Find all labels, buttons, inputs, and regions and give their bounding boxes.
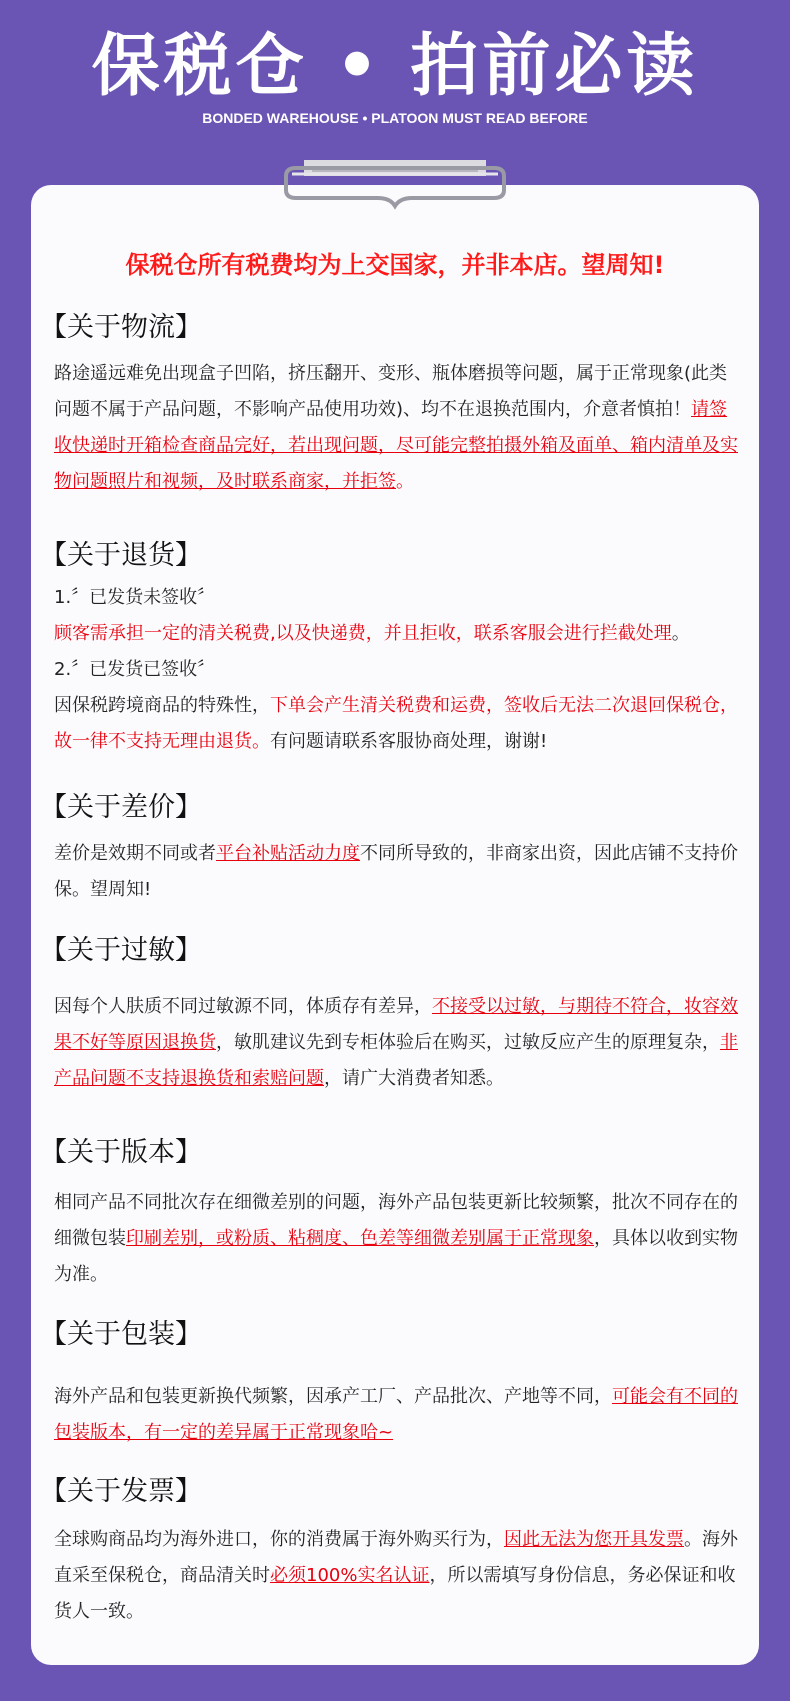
return-item-2: 2.〞已发货已签收〞	[54, 659, 216, 680]
section-heading: 【关于发票】	[40, 1476, 202, 1507]
section-returns	[40, 533, 744, 760]
text-highlight: 必须100%实名认证	[270, 1565, 430, 1586]
section-heading: 【关于版本】	[40, 1137, 202, 1168]
text-plain: 差价是效期不同或者	[54, 843, 216, 864]
text-plain: ，敏肌建议先到专柜体验后在购买，过敏反应产生的原理复杂，	[216, 1032, 720, 1053]
text-plain: 路途遥远难免出现盒子凹陷，挤压翻开、变形、瓶体磨损等问题，属于正常现象(此类问题不属于产品问题，不影响产品使用功效)、均不在退换范围内，介意者慎拍！	[54, 363, 728, 420]
section-price	[40, 785, 744, 908]
text-highlight: 非产品问题不支持退换货和索赔问题	[54, 1032, 738, 1089]
text-plain: 相同产品不同批次存在细微差别的问题，海外产品包装更新比较频繁，批次不同存在的细微包装	[54, 1192, 738, 1249]
return-item-1: 1.〞已发货未签收〞	[54, 587, 216, 608]
text-highlight: 顾客需承担一定的清关税费,以及快递费，并且拒收，联系客服会进行拦截处理	[54, 623, 672, 644]
section-heading: 【关于过敏】	[40, 935, 202, 966]
section-text	[54, 836, 744, 908]
section-allergy	[40, 928, 744, 1097]
text-plain: 全球购商品均为海外进口，你的消费属于海外购买行为，	[54, 1529, 504, 1550]
page-title: 保税仓 • 拍前必读	[91, 27, 699, 106]
text-plain: 因保税跨境商品的特殊性，	[54, 695, 270, 716]
section-invoice	[40, 1469, 744, 1630]
section-text	[54, 1522, 744, 1630]
clipboard-clip-icon	[282, 160, 508, 212]
text-plain: ，请广大消费者知悉。	[324, 1068, 504, 1089]
text-end: 。	[396, 471, 414, 492]
tax-notice: 保税仓所有税费均为上交国家，并非本店。望周知!	[125, 251, 665, 279]
section-text	[54, 989, 744, 1097]
text-plain: 因每个人肤质不同过敏源不同，体质存有差异，	[54, 996, 432, 1017]
section-heading: 【关于物流】	[40, 312, 202, 343]
section-heading: 【关于退货】	[40, 540, 202, 571]
section-text	[54, 356, 744, 500]
return-item-2-text	[54, 688, 744, 760]
text-plain: 海外产品和包装更新换代频繁，因承产工厂、产品批次、产地等不同，	[54, 1386, 612, 1407]
section-logistics	[40, 305, 744, 500]
section-heading: 【关于包装】	[40, 1319, 202, 1350]
text-plain: ，具体以收到实物为准。	[54, 1228, 738, 1285]
text-plain: 不同所导致的，非商家出资，因此店铺不支持价保。望周知!	[54, 843, 738, 900]
return-item-1-text	[54, 616, 744, 652]
text-plain: 。海外直采至保税仓，商品清关时	[54, 1529, 738, 1586]
section-heading: 【关于差价】	[40, 792, 202, 823]
text-plain: ，所以需填写身份信息，务必保证和收货人一致。	[54, 1565, 736, 1622]
text-plain: 。	[671, 623, 690, 644]
page-subtitle: BONDED WAREHOUSE • PLATOON MUST READ BEFORE	[202, 110, 588, 126]
text-highlight: 印刷差别，或粉质、粘稠度、色差等细微差别属于正常现象	[126, 1228, 594, 1249]
text-highlight: 可能会有不同的包装版本，有一定的差异属于正常现象哈~	[54, 1386, 738, 1443]
section-text	[54, 580, 744, 760]
text-highlight: 平台补贴活动力度	[216, 843, 360, 864]
section-text	[54, 1379, 744, 1451]
text-highlight: 因此无法为您开具发票	[504, 1529, 684, 1550]
section-text	[54, 1185, 744, 1293]
text-highlight: 下单会产生清关税费和运费，签收后无法二次退回保税仓，故一律不支持无理由退货。	[54, 695, 738, 752]
text-highlight: 请签收快递时开箱检查商品完好，若出现问题，尽可能完整拍摄外箱及面单、箱内清单及实物问题照片和视频，及时联系商家，并拒签	[54, 399, 738, 492]
header	[0, 0, 790, 170]
section-version	[40, 1130, 744, 1293]
text-plain: 有问题请联系客服协商处理，谢谢!	[270, 731, 548, 752]
section-packaging	[40, 1312, 744, 1451]
text-highlight: 不接受以过敏，与期待不符合，妆容效果不好等原因退换货	[54, 996, 738, 1053]
